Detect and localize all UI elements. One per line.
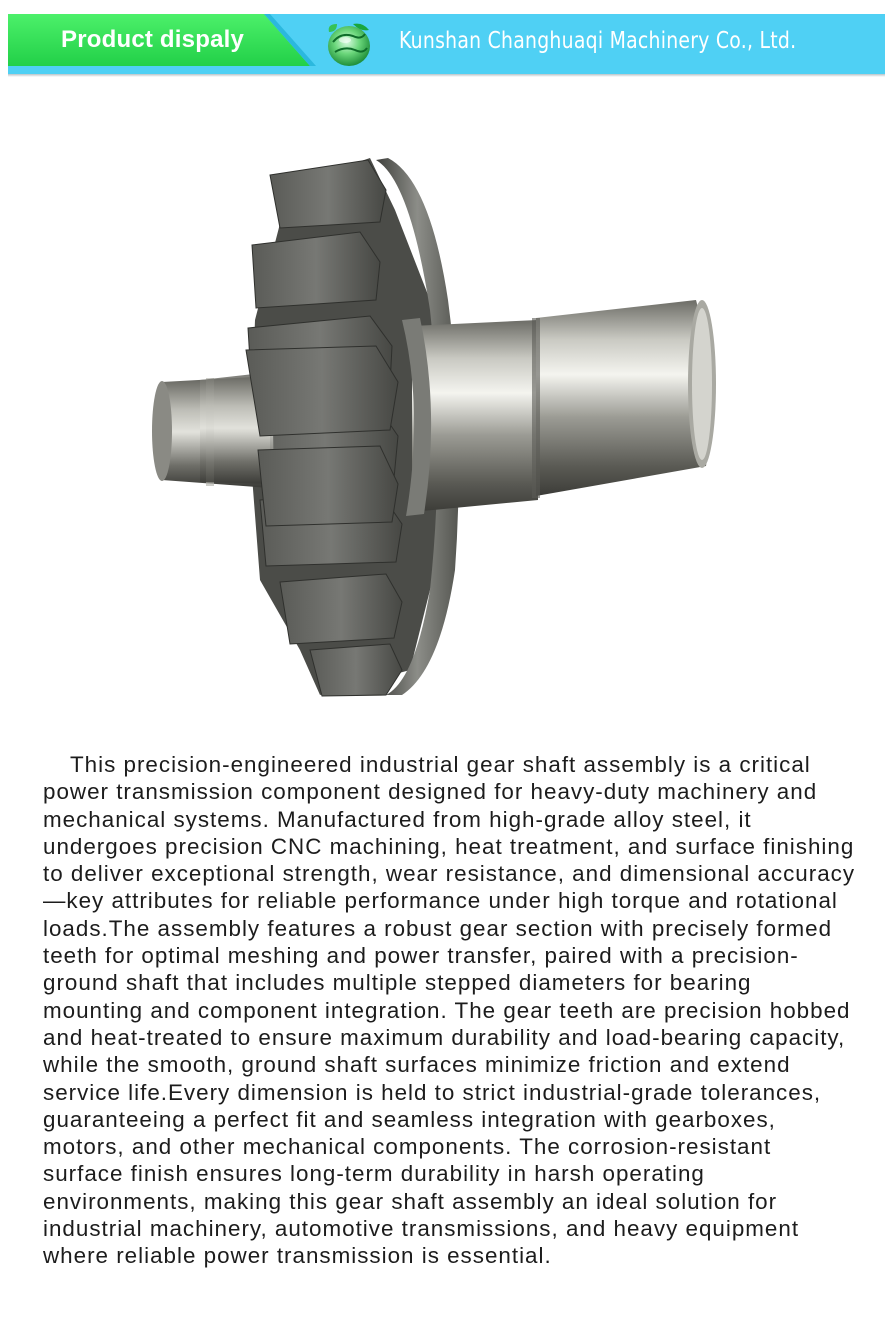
product-description: This precision-engineered industrial gear shaft assembly is a critical power transmission component designed for heavy-duty machinery and mechanical systems. Manufactured from high-grade alloy steel, it undergoes precision CNC machining, heat treatment, and surface finishing to deliver exceptional strength, wear resistance, and dimensional accuracy—key attributes for reliable performance under high torque and rotational loads.The assembly features a robust gear section with precisely formed teeth for optimal meshing and power transfer, paired with a precision-ground shaft that includes multiple stepped diameters for bearing mounting and component integration. The gear teeth are precision hobbed and heat-treated to ensure maximum durability and load-bearing capacity, while the smooth, ground shaft surfaces minimize friction and extend service life.Every dimension is held to strict industrial-grade tolerances, guaranteeing a perfect fit and seamless integration with gearboxes, motors, and other mechanical components. The corrosion-resistant surface finish ensures long-term durability in harsh operating environments, making this gear shaft assembly an ideal solution for industrial machinery, automotive transmissions, and heavy equipment where reliable power transmission is essential. (43, 752, 856, 1269)
gear-shaft-assembly-photo (140, 150, 730, 700)
globe-leaf-logo-icon (323, 20, 375, 68)
header-tab (8, 14, 328, 74)
company-name: Kunshan Changhuaqi Machinery Co., Ltd. (399, 28, 797, 54)
header-tab-label: Product dispaly (61, 26, 245, 53)
header-banner (8, 14, 885, 74)
header-shadow (8, 74, 885, 77)
